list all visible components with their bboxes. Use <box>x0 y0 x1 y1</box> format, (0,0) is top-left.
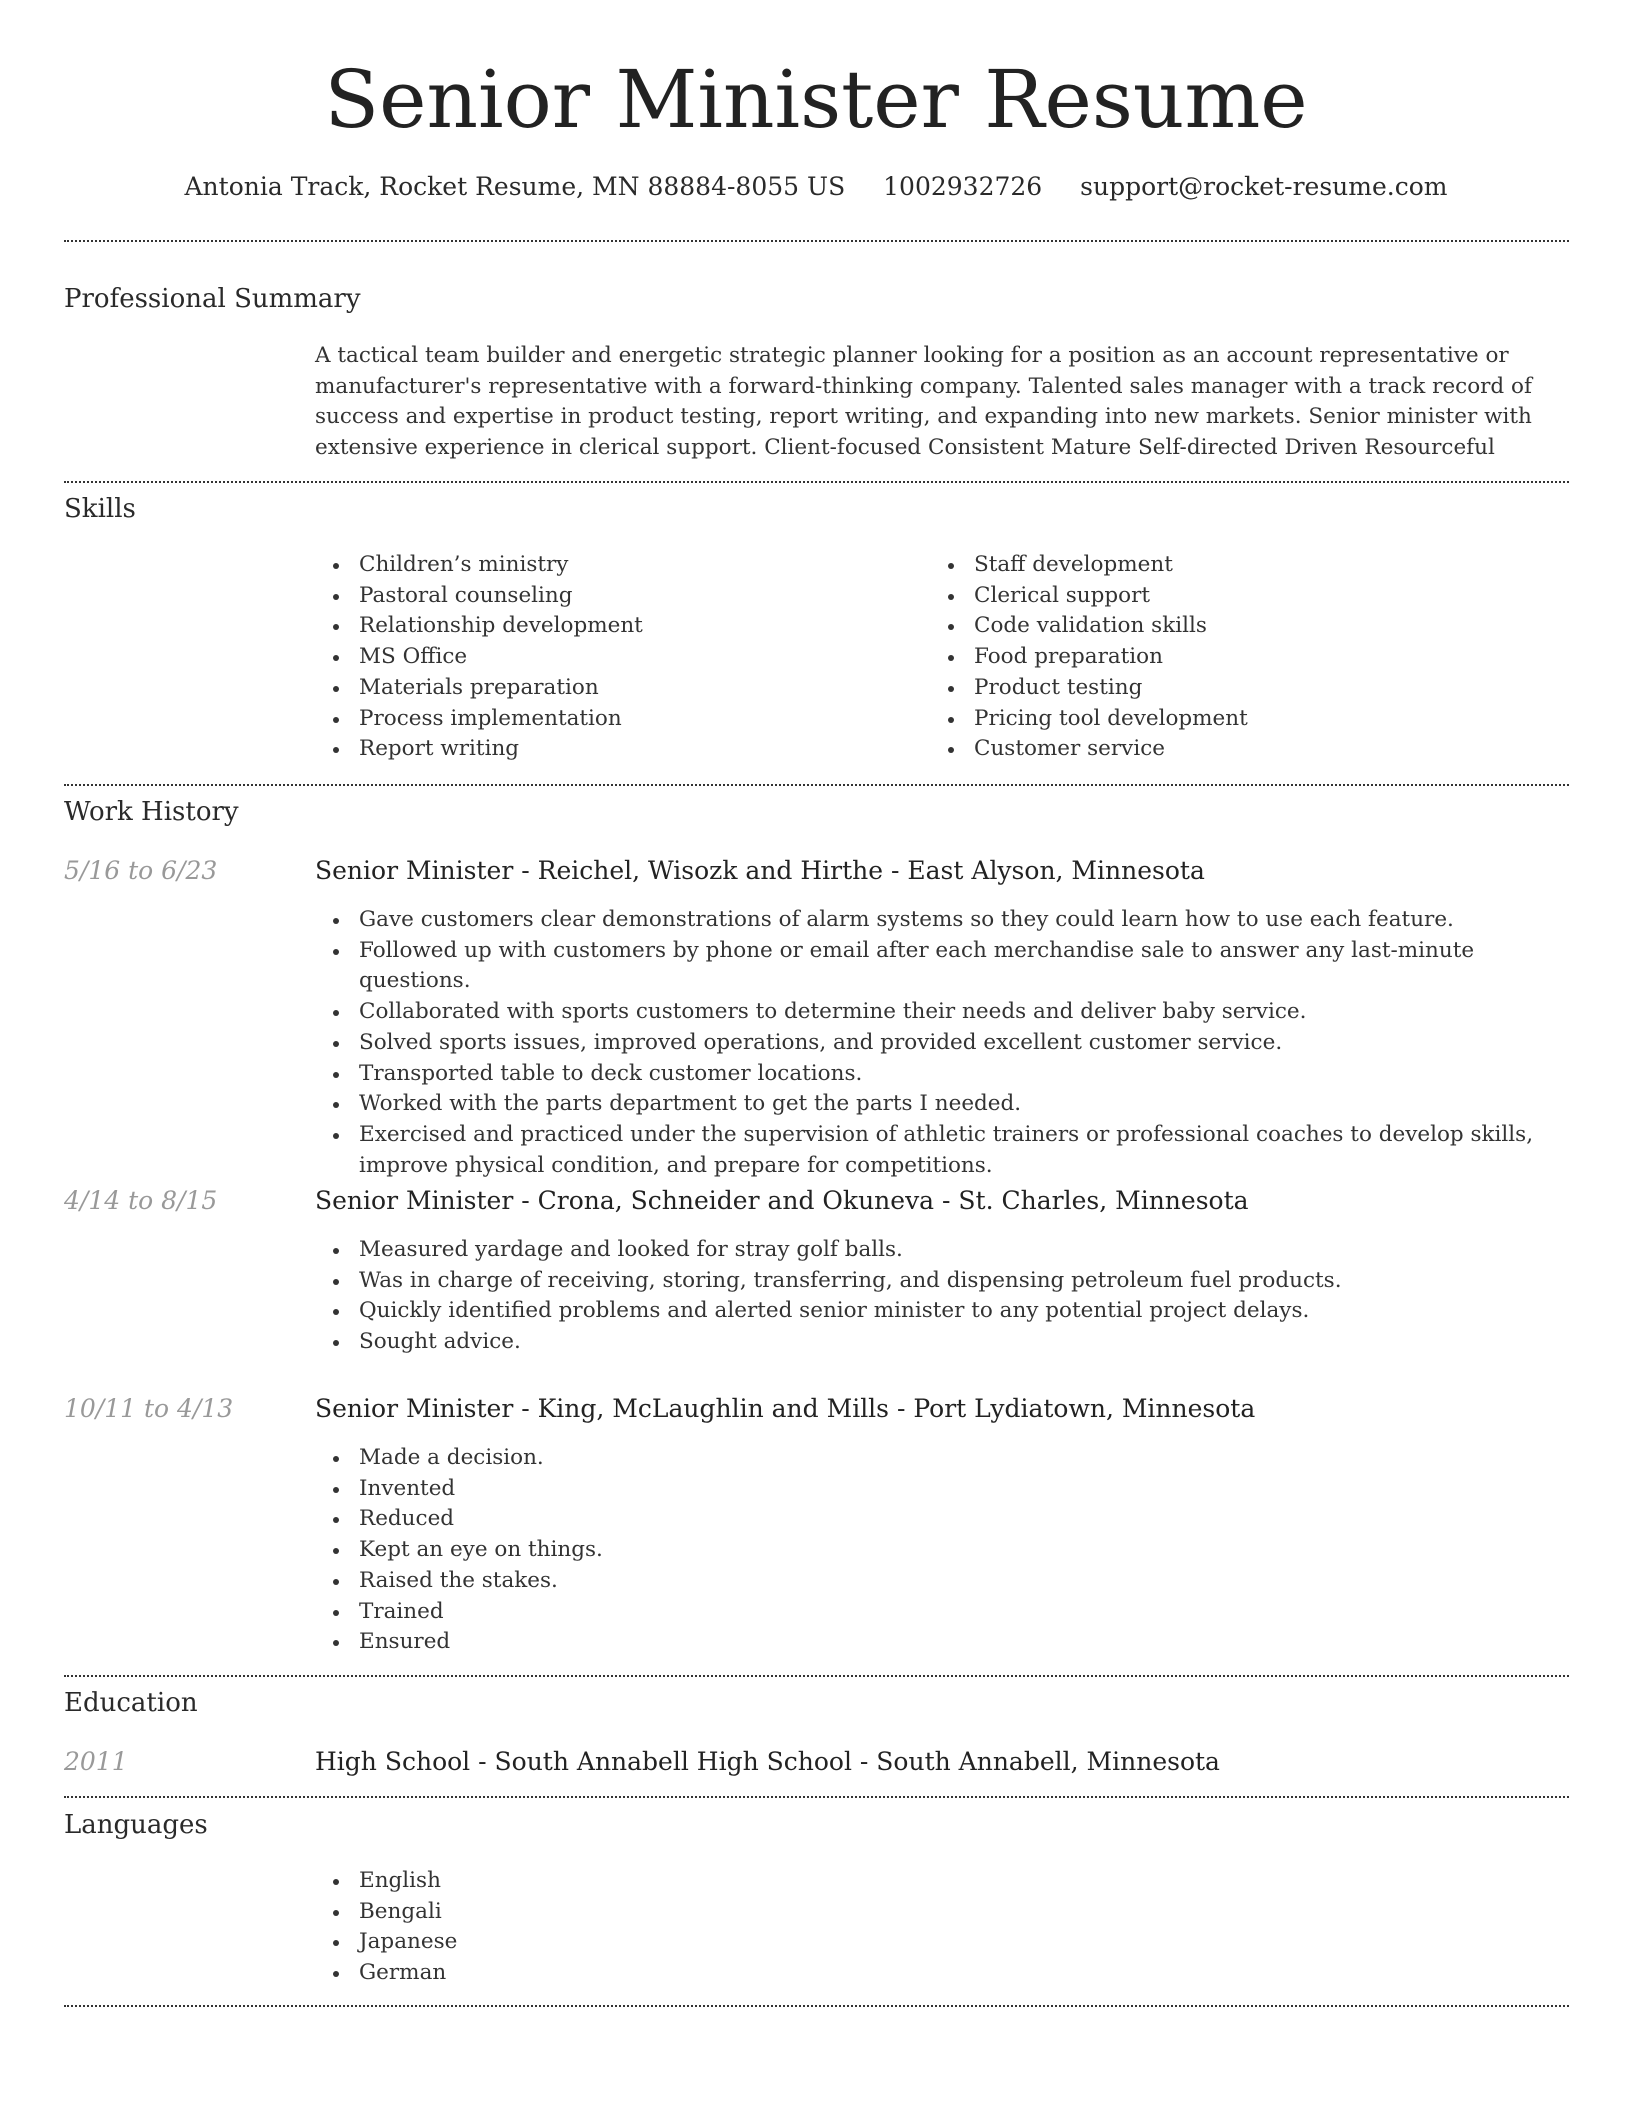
list-item: Kept an eye on things. <box>359 1535 1574 1566</box>
list-item: Gave customers clear demonstrations of alarm systems so they could learn how to use each feature. <box>359 905 1574 936</box>
list-item: Worked with the parts department to get the parts I needed. <box>359 1089 1574 1120</box>
list-item: English <box>359 1866 919 1897</box>
list-item: Japanese <box>359 1927 919 1958</box>
list-item: Raised the stakes. <box>359 1566 1574 1597</box>
list-item: Pricing tool development <box>974 704 1534 735</box>
languages-heading: Languages <box>64 1810 208 1840</box>
list-item: Quickly identified problems and alerted senior minister to any potential project delays. <box>359 1296 1574 1327</box>
job-dates: 5/16 to 6/23 <box>64 856 218 885</box>
list-item: Ensured <box>359 1627 1574 1658</box>
contact-address: Antonia Track, Rocket Resume, MN 88884-8055 US <box>184 172 846 201</box>
list-item: Trained <box>359 1597 1574 1628</box>
list-item: Invented <box>359 1474 1574 1505</box>
job-title: Senior Minister - Reichel, Wisozk and Hirthe - East Alyson, Minnesota <box>315 856 1205 885</box>
skills-list-right <box>930 550 1534 765</box>
divider <box>64 481 1569 483</box>
list-item: Sought advice. <box>359 1327 1574 1358</box>
list-item: Customer service <box>974 734 1534 765</box>
summary-text: A tactical team builder and energetic strategic planner looking for a position as an account representative or manufacturer's representative with a forward-thinking company. Talented sales manager with a track record of success and expertise in product testing, report writing, and expanding into new markets. Senior minister with extensive experience in clerical support. Client-focused Consistent Mature Self-directed Driven Resourceful <box>315 343 1532 461</box>
education-heading: Education <box>64 1688 198 1718</box>
list-item: Pastoral counseling <box>359 581 919 612</box>
divider <box>64 1675 1569 1677</box>
list-item: Followed up with customers by phone or email after each merchandise sale to answer any last-minute questions. <box>359 936 1574 997</box>
list-item: Reduced <box>359 1504 1574 1535</box>
skills-list-left <box>315 550 919 765</box>
contact-email: support@rocket-resume.com <box>1080 172 1448 201</box>
resume-title: Senior Minister Resume <box>324 53 1308 146</box>
list-item: Exercised and practiced under the supervision of athletic trainers or professional coaches to develop skills, improve physical condition, and prepare for competitions. <box>359 1120 1574 1181</box>
list-item: Measured yardage and looked for stray golf balls. <box>359 1235 1574 1266</box>
contact-line <box>0 170 1632 204</box>
education-entry: High School - South Annabell High School - South Annabell, Minnesota <box>315 1747 1220 1776</box>
list-item: Materials preparation <box>359 673 919 704</box>
divider <box>64 1796 1569 1798</box>
list-item: MS Office <box>359 642 919 673</box>
list-item: Product testing <box>974 673 1534 704</box>
list-item: Food preparation <box>974 642 1534 673</box>
list-item: Process implementation <box>359 704 919 735</box>
list-item: Transported table to deck customer locations. <box>359 1059 1574 1090</box>
divider <box>64 784 1569 786</box>
work-heading: Work History <box>64 797 239 827</box>
list-item: Made a decision. <box>359 1443 1574 1474</box>
list-item: Code validation skills <box>974 611 1534 642</box>
education-year: 2011 <box>64 1747 128 1776</box>
list-item: Children’s ministry <box>359 550 919 581</box>
divider <box>64 2005 1569 2007</box>
skills-heading: Skills <box>64 494 136 524</box>
job-bullets <box>315 1443 1574 1658</box>
divider <box>64 240 1569 242</box>
list-item: Bengali <box>359 1897 919 1928</box>
summary-heading: Professional Summary <box>64 284 361 314</box>
list-item: Was in charge of receiving, storing, transferring, and dispensing petroleum fuel products. <box>359 1266 1574 1297</box>
job-title: Senior Minister - King, McLaughlin and Mills - Port Lydiatown, Minnesota <box>315 1394 1256 1423</box>
list-item: Relationship development <box>359 611 919 642</box>
job-title: Senior Minister - Crona, Schneider and Okuneva - St. Charles, Minnesota <box>315 1186 1249 1215</box>
list-item: Report writing <box>359 734 919 765</box>
job-bullets <box>315 905 1574 1181</box>
job-dates: 10/11 to 4/13 <box>64 1394 234 1423</box>
list-item: Collaborated with sports customers to determine their needs and deliver baby service. <box>359 997 1574 1028</box>
languages-list <box>315 1866 919 1989</box>
list-item: German <box>359 1958 919 1989</box>
contact-phone: 1002932726 <box>883 172 1043 201</box>
job-dates: 4/14 to 8/15 <box>64 1186 218 1215</box>
list-item: Staff development <box>974 550 1534 581</box>
job-bullets <box>315 1235 1574 1358</box>
list-item: Clerical support <box>974 581 1534 612</box>
list-item: Solved sports issues, improved operations, and provided excellent customer service. <box>359 1028 1574 1059</box>
